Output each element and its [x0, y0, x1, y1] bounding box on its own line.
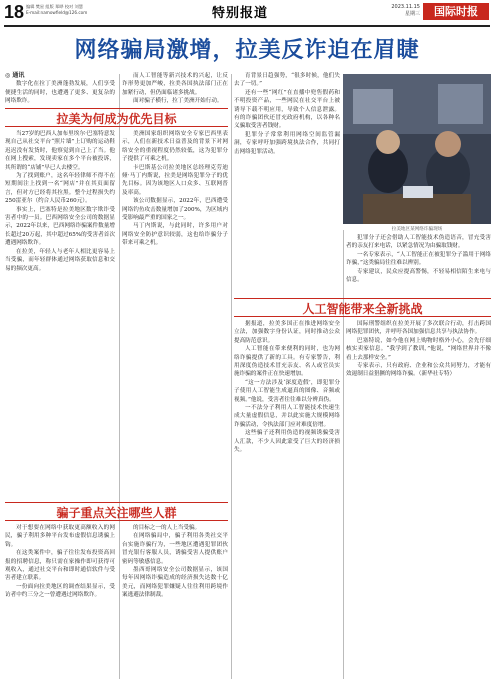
article-column-4-bottom — [346, 320, 491, 680]
paragraph: 一份面向拉美地区的调查结果显示，受访者中约三分之一曾遭遇过网络欺诈。 — [5, 583, 115, 599]
subhead-rule — [234, 316, 491, 317]
newspaper-logo: 国际时报 — [423, 3, 489, 20]
paragraph: 的目标之一的人上当受骗。 — [133, 525, 201, 531]
date: 2023.11.15 — [391, 4, 420, 10]
article-column-3-bottom — [234, 320, 340, 680]
email-line: E-mail:namowfield@126.com — [26, 10, 88, 15]
paragraph: 马丁内斯说，与此同时，许多用户对网络安全防护意识较弱，这也给诈骗分子带来可乘之机。 — [122, 223, 228, 247]
editor-meta — [26, 4, 87, 16]
header-rule — [4, 25, 490, 27]
subhead-rule — [5, 520, 228, 521]
paragraph: 卡巴斯基公司拉美地区总经理克劳迪娅·马丁内斯说，拉美是网络犯罪分子的优先目标。因为该地区人口众多、互联网普及率高。 — [122, 164, 228, 196]
photo-caption: 拉美地区某网络诈骗现场 — [391, 227, 443, 232]
paragraph: “这一方法涉及‘深度造假’，即犯罪分子使用人工智能生成逼真的图像、音频或视频。”他说，受害者往往难以分辨真伪。 — [234, 379, 340, 403]
paragraph: 事实上，巴塞特是拉美地区数字欺诈受害者中的一员。巴西网络安全公司的数据显示，2022年以来，巴西网络诈骗案件数量增长超过20万起，其中超过65%的受害者首次遭遇网络欺诈。 — [5, 206, 115, 247]
paragraph: 还有一些“网红”在直播中兜售假药和不明投资产品，一些网民在社交平台上被诱导下载不明应用，导致个人信息泄露。有的诈骗团伙还冒充政府机构，以各种名义骗取受害者钱财。 — [234, 89, 340, 130]
article-column-1-bottom — [5, 524, 115, 680]
paragraph: 这些骗子还利用伪造的视频诱骗受害人汇款，不少人因此蒙受了巨大的经济损失。 — [234, 430, 340, 454]
page-header — [0, 0, 494, 25]
subhead-rule — [5, 126, 228, 127]
article-column-3 — [234, 72, 340, 277]
paragraph: 专家建议，民众应提高警惕，不轻易相信陌生来电与信息。 — [346, 268, 491, 284]
paragraph: 数字化在拉丁美洲蓬勃发展，人们享受便捷生活的同时，也遭遇了更多、更复杂的网络欺诈。 — [5, 81, 115, 105]
headline: 网络骗局激增，拉美反诈迫在眉睫 — [74, 38, 420, 63]
editor-line: 编辑 樊星 组版 郑晔 校对 刘慧 — [26, 4, 83, 9]
paragraph: 据报道，拉美多国正在推进网络安全立法，加强数字身份认证，同时推动公众提高防范意识。 — [234, 321, 340, 344]
weekday: 星期三 — [404, 11, 420, 17]
paragraph: 面对骗子横行，拉丁美洲开始行动。 — [133, 98, 223, 105]
photo-illustration — [343, 74, 491, 224]
paragraph: 而人工智能等新兴技术的兴起，让反诈形势更加严峻，拉美各国执法部门正在加紧行动，但仍面临诸多挑战。 — [122, 73, 228, 96]
subhead-priority-target: 拉美为何成为优先目标 — [56, 112, 177, 126]
article-column-4 — [346, 234, 491, 289]
column-divider — [231, 74, 232, 679]
paragraph: 巴塞特说，如今他在网上购物时格外小心，会先仔细核实卖家信息。“我学到了教训，”他说，“网络世界并不像看上去那样安全。” — [346, 337, 491, 361]
page-number: 18 — [4, 2, 25, 22]
subhead-ai-challenge: 人工智能带来全新挑战 — [302, 302, 423, 316]
column-divider — [119, 74, 120, 679]
subhead-target-groups: 骗子重点关注哪些人群 — [56, 506, 177, 520]
paragraph: 犯罪分子常常利用网络空间监管漏洞，专家呼吁加强跨境执法合作，共同打击网络犯罪活动。 — [234, 131, 340, 155]
article-column-2 — [122, 130, 228, 500]
paragraph: 美洲国家组织网络安全专家巴西里表示，人们在新技术日益普及的背景下对网络安全的重视程度仍然较低，这为犯罪分子提供了可乘之机。 — [122, 131, 228, 163]
subhead-rule — [234, 298, 491, 299]
subhead-rule — [5, 502, 228, 503]
paragraph: 为了找到账户，这名年轻律师不得不在短期间注上找到一名“网店”并在其页面留言，但对方已经将其拉黑。整个过程损失约250雷亚尔（约合人民币260元）。 — [5, 173, 115, 205]
paragraph: 国际刑警组织在拉美开展了多次联合行动，打击跨国网络犯罪团伙，并呼吁各国加强信息共享与执法协作。 — [346, 321, 491, 336]
paragraph: 一名专家表示，“人工智能正在被犯罪分子滥用于网络诈骗，”这类骗局往往难以辨别。 — [346, 251, 491, 267]
paragraph: 当27岁的巴西人加布里埃尔·巴塞特意发现自己从社交平台“照片墙”上订购的运动鞋迟迟没有发货时，他察觉到自己上了当。他在网上搜索，发现卖家在多个平台被投诉，其所谓的“店铺”早已人去楼空。 — [5, 131, 115, 171]
paragraph: 墨西哥网络安全公司数据显示，该国每年因网络诈骗造成的经济损失达数十亿美元，而网络犯罪嫌疑人往往利用跨境作案逃避法律制裁。 — [122, 567, 228, 599]
section-title: 特别报道 — [211, 6, 268, 21]
byline: ◎ 通讯 — [5, 72, 25, 79]
paragraph: 在网络骗局中，骗子利用各类社交平台实施诈骗行为，一些地区遭遇犯罪团伙冒充银行客服人员，诱骗受害人提供账户密码等敏感信息。 — [122, 533, 228, 565]
paragraph: 该公司数据显示，2022年，巴西遭受网络钓鱼攻击数量增加了200%，为区域内受影响最严重的国家之一。 — [122, 198, 228, 222]
paragraph: 专家表示，只有政府、企业和公众共同努力，才能有效遏制日益猖獗的网络诈骗。（新华社专特） — [346, 363, 491, 378]
subhead-rule — [5, 108, 228, 109]
dateline — [350, 4, 420, 18]
paragraph: 育背景日趋强势，“很多时候，他们失去了一切。” — [234, 73, 340, 88]
paragraph: 对于想要在网络中获取更高额收入的网民，骗子利用多种平台发布虚假信息诱骗上钩。 — [5, 525, 115, 548]
paragraph: 人工智能在带来便利的同时，也为网络诈骗提供了新的工具。有专家警告，利用深度伪造技术冒充亲友、名人或官员实施诈骗的案件正在快速增加。 — [234, 346, 340, 378]
paragraph: 在这类案件中，骗子往往发布投资高回报的招聘信息，称只需在家操作即可获得可观收入，通过社交平台和即时通信软件与受害者建立联系。 — [5, 550, 115, 582]
paragraph: 犯罪分子还会借助人工智能技术伪造语音，冒充受害者的亲友打来电话，以紧急情况为由骗取钱财。 — [346, 235, 491, 250]
paragraph: 一不法分子利用人工智能技术快速生成大量虚假信息，并以此实施大规模网络诈骗活动，令执法部门应对难度倍增。 — [234, 405, 340, 428]
paragraph: 在拉美，年轻人与老年人相比更容易上当受骗，而年轻群体通过网络获取信息和交易的频次更高。 — [5, 248, 115, 272]
article-column-2-bottom — [122, 524, 228, 680]
news-photo — [343, 74, 491, 224]
article-column-1 — [5, 130, 115, 500]
